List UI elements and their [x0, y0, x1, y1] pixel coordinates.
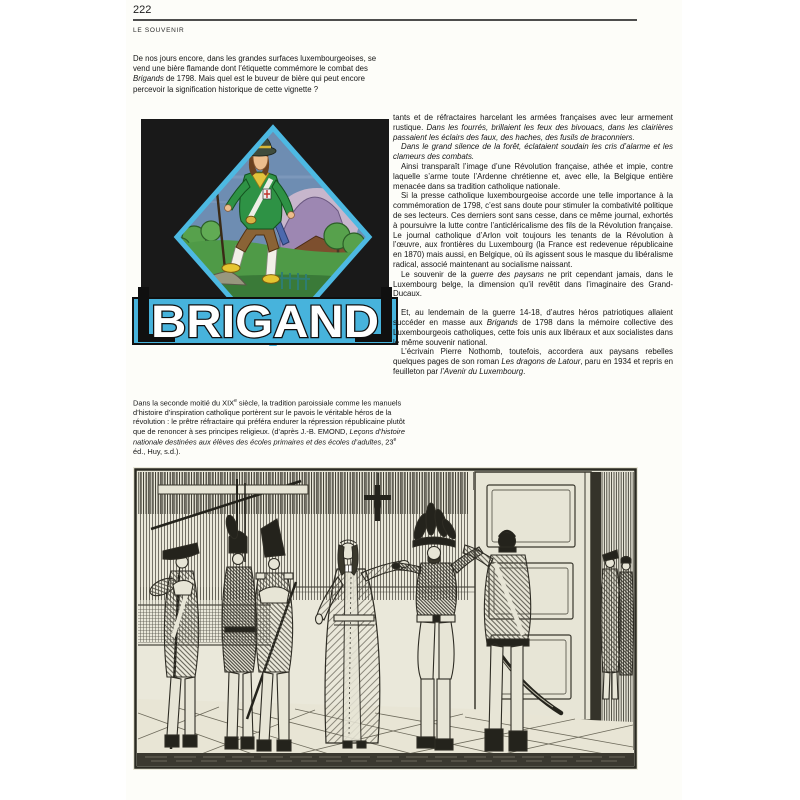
beer-label-illustration — [132, 117, 398, 346]
stocking-right — [266, 249, 277, 276]
body-paragraph: Et, au lendemain de la guerre 14-18, d’autres héros patriotiques allaient succéder en masse aux Brigands de 1798 dans la mémoire collective des Luxembourgeois catholiques, cette fois unis aux libéraux et aux socialistes dans le même souvenir national. — [393, 308, 673, 347]
clog-left — [222, 264, 240, 273]
label-caption: Dans la seconde moitié du XIXe siècle, la tradition paroissiale comme les manuels d’histoire d’inspiration catholique portèrent sur le pavois le véritable héros de la révolution : le prêtre réfractaire qui préféra endurer la répression républicaine plutôt que de renoncer à ses principes religieux. (d’après J.-B. EMOND, Leçons d’histoire nationale destinées aux élèves des écoles primaires et des écoles d’adultes, 23e éd., Huy, s.d.). — [133, 398, 405, 456]
body-paragraph: Si la presse catholique luxembourgeoise accorde une telle importance à la commémoration de 1798, c’est sans doute pour stimuler la combativité politique de ses lecteurs. Ces derniers sont sans cesse, dans ce même journal, exhortés à poursuivre la lutte contre l’anticléricalisme des fils de la Révolution française. Le journal catholique d’Arlon voit toujours les tenants de la Révolution à l’œuvre, aux frontières du Luxembourg (la France est redevenue républicaine en 1870) mais aussi, en Belgique, où ils agissent sous le masque du libéralisme radical, associé maintenant au socialisme naissant. — [393, 191, 673, 269]
body-paragraph: tants et de réfractaires harcelant les armées françaises avec leur armement rustique. Dans les fourrés, brillaient les feux des bivouacs, dans les clairières passaient les éclairs des faux, des haches, des fusils de braconniers. — [393, 113, 673, 142]
right-column — [393, 113, 673, 377]
brand-banner — [133, 287, 397, 346]
clog-right — [263, 275, 280, 284]
powder-horn — [246, 216, 256, 224]
body-paragraph: L’écrivain Pierre Nothomb, toutefois, accordera aux paysans rebelles quelques pages de son roman Les dragons de Latour, paru en 1934 et repris en feuilleton par l’Avenir du Luxembourg. — [393, 347, 674, 376]
hand-right — [288, 212, 295, 219]
door-jamb-shadow — [591, 472, 601, 722]
body-paragraph: Dans le grand silence de la forêt, éclataient soudain les cris d’alarme et les clameurs des combats. — [393, 142, 673, 162]
arrest-engraving — [133, 467, 638, 770]
page-number: 222 — [133, 4, 152, 16]
body-paragraph: Le souvenir de la guerre des paysans ne prit cependant jamais, dans le Luxembourg belge, la dimension qu’il revêtit dans l’imaginaire des Grand-Ducaux. — [393, 269, 674, 299]
intro-paragraph: De nos jours encore, dans les grandes surfaces luxembourgeoises, se vend une bière flamande dont l’étiquette commémore le combat des Brigands de 1798. Mais quel est le buveur de bière qui peut encore percevoir la signification historique de cette vignette ? — [133, 53, 377, 94]
body-paragraph: Ainsi transparaît l’image d’une Révolution française, athée et impie, contre laquelle s’arme toute l’Ardenne chrétienne et, avec elle, la Belgique entière menacée dans sa tradition catholique nationale. — [393, 161, 673, 191]
running-header: LE SOUVENIR — [133, 27, 185, 34]
hand-left — [225, 205, 232, 212]
brand-wordmark: BRIGAND — [151, 296, 379, 346]
chest-badge — [263, 189, 271, 199]
header-rule — [133, 19, 637, 21]
